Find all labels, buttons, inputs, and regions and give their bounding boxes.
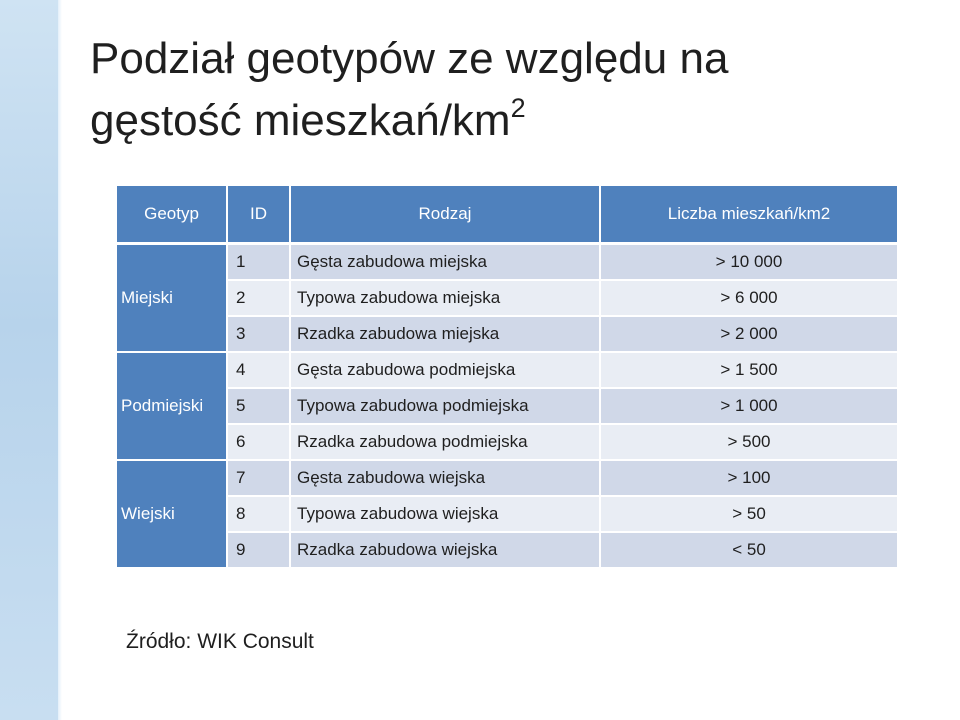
rodzaj-cell: Typowa zabudowa podmiejska <box>291 389 601 425</box>
table-row <box>117 281 897 317</box>
rodzaj-cell: Typowa zabudowa wiejska <box>291 497 601 533</box>
table-row <box>117 425 897 461</box>
liczba-cell: > 500 <box>601 425 897 461</box>
header-liczba: Liczba mieszkań/km2 <box>601 186 897 245</box>
slide-title <box>90 28 910 152</box>
liczba-cell: > 2 000 <box>601 317 897 353</box>
title-superscript: 2 <box>510 93 526 123</box>
liczba-cell: < 50 <box>601 533 897 569</box>
table-row <box>117 245 897 281</box>
geotyp-cell-miejski: Miejski <box>117 245 228 353</box>
liczba-cell: > 100 <box>601 461 897 497</box>
rodzaj-cell: Gęsta zabudowa miejska <box>291 245 601 281</box>
geotyp-cell-wiejski: Wiejski <box>117 461 228 569</box>
liczba-cell: > 6 000 <box>601 281 897 317</box>
id-cell: 1 <box>228 245 291 281</box>
rodzaj-cell: Gęsta zabudowa wiejska <box>291 461 601 497</box>
rodzaj-cell: Typowa zabudowa miejska <box>291 281 601 317</box>
table-row <box>117 497 897 533</box>
id-cell: 9 <box>228 533 291 569</box>
table-header-row <box>117 186 897 245</box>
table-row <box>117 389 897 425</box>
header-geotyp: Geotyp <box>117 186 228 245</box>
liczba-cell: > 10 000 <box>601 245 897 281</box>
id-cell: 4 <box>228 353 291 389</box>
rodzaj-cell: Rzadka zabudowa podmiejska <box>291 425 601 461</box>
rodzaj-cell: Gęsta zabudowa podmiejska <box>291 353 601 389</box>
liczba-cell: > 1 500 <box>601 353 897 389</box>
title-line-2 <box>90 90 910 152</box>
table-row <box>117 533 897 569</box>
header-rodzaj: Rodzaj <box>291 186 601 245</box>
title-line-2-text: gęstość mieszkań/km <box>90 96 511 145</box>
liczba-cell: > 50 <box>601 497 897 533</box>
id-cell: 3 <box>228 317 291 353</box>
id-cell: 5 <box>228 389 291 425</box>
geotyp-cell-podmiejski: Podmiejski <box>117 353 228 461</box>
side-decoration-band <box>0 0 62 720</box>
id-cell: 2 <box>228 281 291 317</box>
liczba-cell: > 1 000 <box>601 389 897 425</box>
id-cell: 8 <box>228 497 291 533</box>
rodzaj-cell: Rzadka zabudowa miejska <box>291 317 601 353</box>
table-row <box>117 317 897 353</box>
geotype-table <box>117 186 897 569</box>
id-cell: 6 <box>228 425 291 461</box>
source-note: Źródło: WIK Consult <box>126 630 314 653</box>
title-line-1: Podział geotypów ze względu na <box>90 34 729 83</box>
id-cell: 7 <box>228 461 291 497</box>
rodzaj-cell: Rzadka zabudowa wiejska <box>291 533 601 569</box>
header-id: ID <box>228 186 291 245</box>
table-row <box>117 461 897 497</box>
table-row <box>117 353 897 389</box>
